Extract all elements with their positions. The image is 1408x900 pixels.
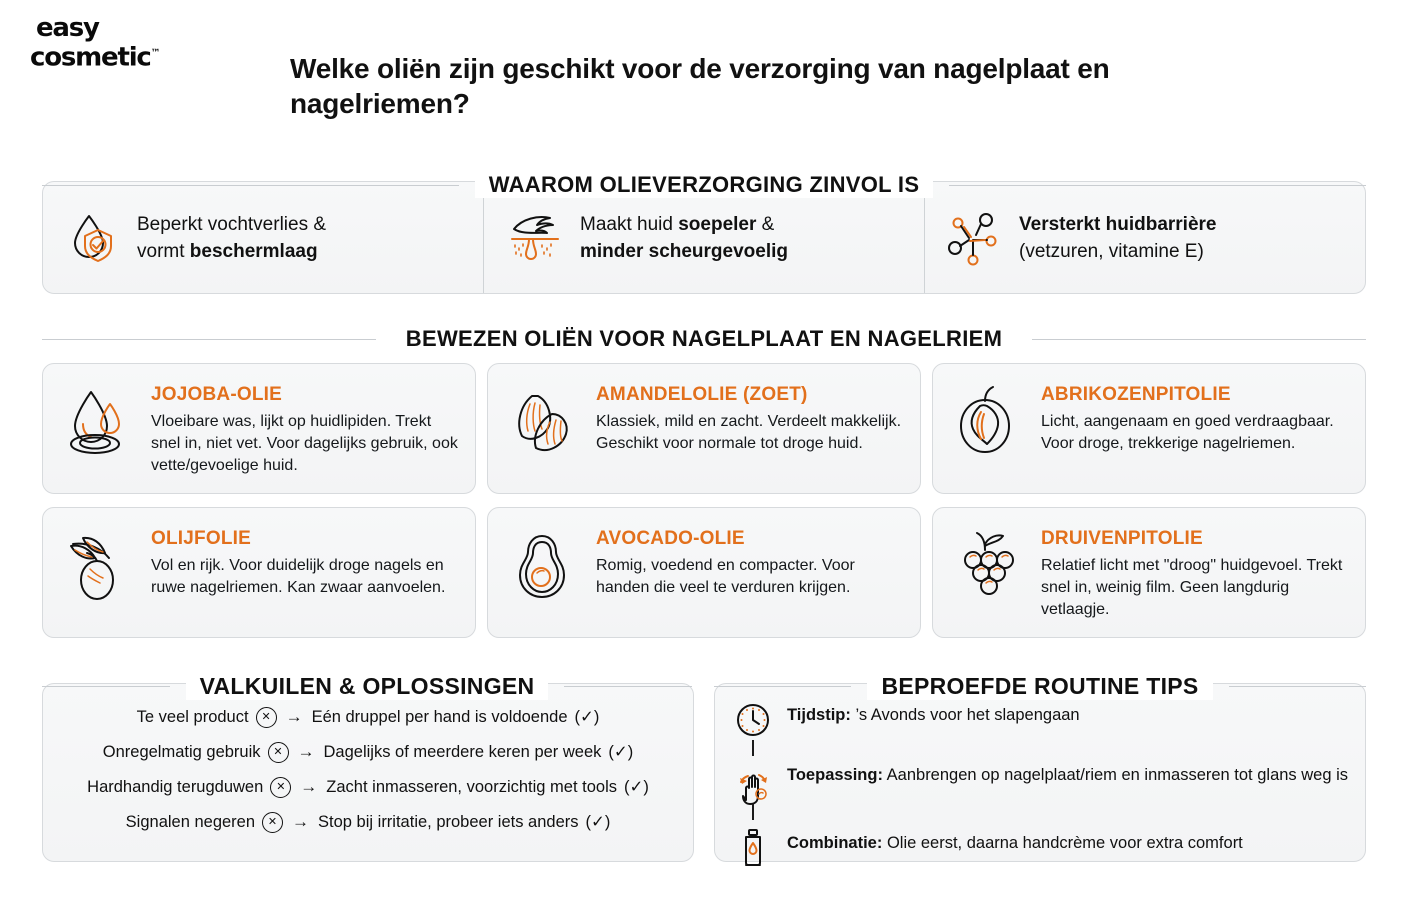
- page-header: [0, 0, 1408, 119]
- oil-description: Vloeibare was, lijkt op huidlipiden. Trekt snel in, niet vet. Voor dagelijks gebruik, ook vette/gevoelige huid.: [151, 413, 458, 474]
- pitfall-list: [43, 684, 693, 839]
- oil-title: ABRIKOZENPITOLIE: [1041, 384, 1231, 405]
- pitfall-solution: Eén druppel per hand is voldoende: [311, 708, 568, 726]
- molecule-icon: [947, 209, 1005, 267]
- section-heading-why: [42, 172, 1366, 198]
- routine-text-time: [787, 698, 1080, 726]
- check-mark: (✓): [624, 778, 649, 796]
- pitfalls-box: [42, 683, 694, 862]
- why2-line1-bold: soepeler: [678, 213, 757, 235]
- routine-label: Toepassing:: [787, 766, 883, 784]
- oil-card-jojoba-body: [151, 378, 459, 477]
- cross-icon: ✕: [268, 742, 289, 763]
- heading-rule-right: [564, 686, 692, 687]
- almonds-icon: [504, 378, 582, 470]
- heading-rule-left: [42, 339, 376, 340]
- connector-line-2: [752, 804, 754, 820]
- why-item-suppleness-line1: [580, 211, 788, 238]
- section-heading-oils: [42, 326, 1366, 352]
- cross-icon: ✕: [270, 777, 291, 798]
- oil-card-druivenpit-body: [1041, 522, 1349, 621]
- oil-title: DRUIVENPITOLIE: [1041, 528, 1203, 549]
- oil-card-jojoba: [42, 363, 476, 494]
- arrow-icon: →: [285, 707, 303, 726]
- heading-rule-left: [42, 185, 459, 186]
- oil-card-abrikozenpit: [932, 363, 1366, 494]
- routine-value: ’s Avonds voor het slapengaan: [855, 706, 1080, 724]
- check-mark: (✓): [574, 708, 600, 726]
- section-heading-why-label: WAAROM OLIEVERZORGING ZINVOL IS: [475, 172, 934, 198]
- why3-line1-bold: Versterkt huidbarrière: [1019, 213, 1217, 235]
- why-item-suppleness: [483, 182, 924, 293]
- oil-card-avocado-body: [596, 522, 904, 599]
- why-item-suppleness-text: [580, 211, 788, 265]
- pitfall-row: [61, 805, 675, 839]
- oil-card-druivenpit: [932, 507, 1366, 638]
- pitfall-problem: Signalen negeren: [125, 813, 256, 831]
- check-icon: ✓: [591, 813, 605, 831]
- olive-branch-icon: [59, 522, 137, 614]
- cross-icon: ✕: [262, 812, 283, 833]
- pitfall-row: [61, 700, 675, 734]
- why2-line2-bold: minder scheurgevoelig: [580, 240, 789, 262]
- page-title: Welke oliën zijn geschikt voor de verzorging van nagelplaat en nagelriemen?: [290, 52, 1110, 119]
- section-heading-pitfalls: [42, 673, 692, 700]
- routine-text-application: [787, 764, 1348, 786]
- section-heading-routine-label: BEPROEFDE ROUTINE TIPS: [867, 673, 1212, 700]
- pitfall-solution: Zacht inmasseren, voorzichtig met tools: [326, 778, 617, 796]
- why-line2-pre: vormt: [137, 240, 190, 262]
- routine-text-combination: [787, 826, 1243, 854]
- cross-icon: ✕: [256, 707, 277, 728]
- oil-description: Licht, aangenaam en goed verdraagbaar. Voor droge, trekkerige nagelriemen.: [1041, 413, 1334, 452]
- why-item-moisture-line2: [137, 238, 326, 265]
- arrow-icon: →: [297, 742, 315, 761]
- brand-logo: [0, 13, 290, 73]
- why2-line1-post: &: [756, 213, 775, 235]
- why-item-moisture: [43, 182, 483, 293]
- oil-card-abrikozenpit-body: [1041, 378, 1349, 455]
- check-mark: (✓): [608, 743, 634, 761]
- why-item-barrier-text: [1019, 211, 1216, 265]
- oil-card-olijf: [42, 507, 476, 638]
- arrow-icon: →: [292, 812, 310, 831]
- routine-label: Tijdstip:: [787, 706, 851, 724]
- pitfall-solution: Dagelijks of meerdere keren per week: [323, 743, 602, 761]
- grapes-icon: [949, 522, 1027, 614]
- cream-tube-icon: [731, 826, 775, 870]
- oil-card-amandel-body: [596, 378, 904, 455]
- pitfall-row: [61, 770, 675, 804]
- oil-description: Klassiek, mild en zacht. Verdeelt makkelijk. Geschikt voor normale tot droge huid.: [596, 413, 902, 452]
- why-item-moisture-text: [137, 211, 326, 265]
- clock-icon: [731, 698, 775, 740]
- droplet-ripple-icon: [59, 378, 137, 470]
- routine-label: Combinatie:: [787, 834, 883, 852]
- logo-line-easy: easy: [36, 13, 99, 43]
- oil-description: Romig, voedend en compacter. Voor handen die veel te verduren krijgen.: [596, 557, 855, 596]
- logo-line-cosmetic: [30, 41, 290, 71]
- routine-value: Olie eerst, daarna handcrème voor extra comfort: [886, 834, 1243, 852]
- check-icon: ✓: [613, 743, 628, 761]
- section-heading-pitfalls-label: VALKUILEN & OPLOSSINGEN: [186, 673, 549, 700]
- connector-line-1: [752, 740, 754, 756]
- pitfall-problem: Hardhandig terugduwen: [87, 778, 264, 796]
- pitfall-row: [61, 735, 675, 769]
- section-heading-routine: [714, 673, 1366, 700]
- logo-cosmetic-text: cosmetic: [30, 42, 151, 73]
- why-item-moisture-line1: Beperkt vochtverlies &: [137, 213, 327, 235]
- oil-description: Vol en rijk. Voor duidelijk droge nagels en ruwe nagelriemen. Kan zwaar aanvoelen.: [151, 557, 446, 596]
- why-item-barrier: [924, 182, 1365, 293]
- heading-rule-left: [714, 686, 851, 687]
- why2-line1-pre: Maakt huid: [580, 213, 679, 235]
- heading-rule-right: [949, 185, 1366, 186]
- why-item-barrier-line2: (vetzuren, vitamine E): [1019, 240, 1204, 262]
- pitfall-problem: Te veel product: [136, 708, 249, 726]
- oil-card-avocado: [487, 507, 921, 638]
- why-item-barrier-line1: [1019, 211, 1216, 238]
- section-heading-oils-label: BEWEZEN OLIËN VOOR NAGELPLAAT EN NAGELRIEM: [392, 326, 1016, 352]
- why-line2-bold: beschermlaag: [189, 240, 318, 262]
- oil-title: JOJOBA-OLIE: [151, 384, 282, 405]
- avocado-icon: [504, 522, 582, 614]
- droplet-shield-icon: [65, 209, 123, 267]
- heading-rule-right: [1032, 339, 1366, 340]
- heading-rule-right: [1229, 686, 1366, 687]
- check-icon: ✓: [580, 708, 594, 726]
- oil-card-olijf-body: [151, 522, 459, 599]
- oil-title: AVOCADO-OLIE: [596, 528, 745, 549]
- arrow-icon: →: [300, 777, 318, 796]
- oil-description: Relatief licht met "droog" huidgevoel. Trekt snel in, weinig film. Geen langdurig vetlaagje.: [1041, 557, 1343, 618]
- oil-title: AMANDELOLIE (ZOET): [596, 384, 808, 405]
- skin-layers-hand-icon: [506, 209, 566, 267]
- oil-card-amandel: [487, 363, 921, 494]
- why-item-suppleness-line2: [580, 238, 788, 265]
- routine-row-combination: [731, 826, 1349, 874]
- heading-rule-left: [42, 686, 170, 687]
- pitfall-problem: Onregelmatig gebruik: [102, 743, 261, 761]
- massage-hand-icon: [731, 764, 775, 808]
- apricot-icon: [949, 378, 1027, 470]
- oil-title: OLIJFOLIE: [151, 528, 251, 549]
- routine-value: Aanbrengen op nagelplaat/riem en inmasseren tot glans weg is: [886, 766, 1349, 784]
- check-mark: (✓): [585, 813, 611, 831]
- routine-tips-box: [714, 683, 1366, 862]
- pitfall-solution: Stop bij irritatie, probeer iets anders: [318, 813, 579, 831]
- check-icon: ✓: [629, 778, 644, 796]
- routine-list: [715, 684, 1365, 874]
- routine-row-time: [731, 698, 1349, 746]
- routine-row-application: [731, 764, 1349, 812]
- logo-trademark: ™: [150, 48, 161, 59]
